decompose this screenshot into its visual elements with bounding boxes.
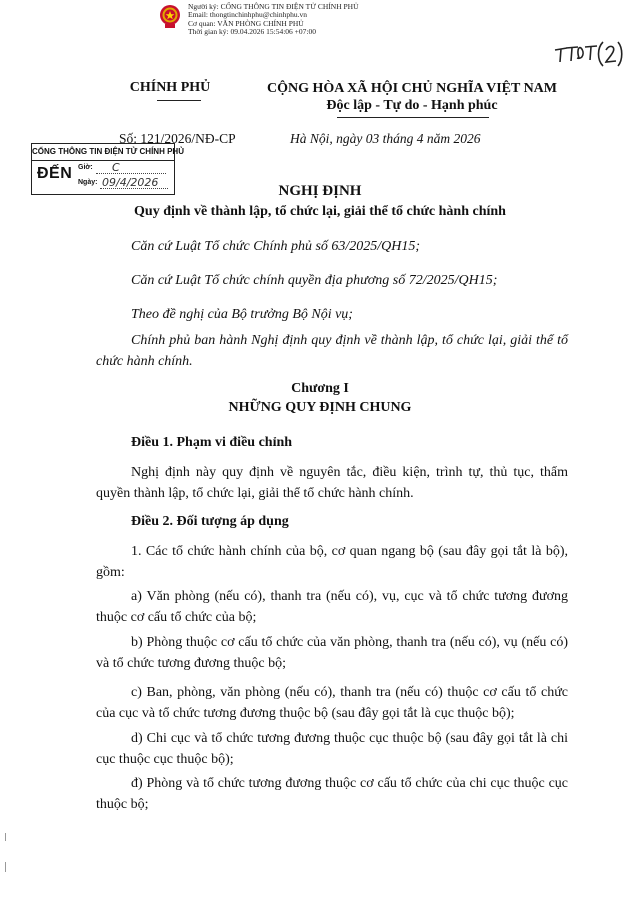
article-1-title: Điều 1. Phạm vi điều chỉnh	[131, 435, 293, 450]
legal-basis-3: Theo đề nghị của Bộ trưởng Bộ Nội vụ;	[131, 307, 353, 322]
issuer-name: CHÍNH PHỦ	[129, 80, 211, 95]
article-2-item: d) Chi cục và tổ chức tương đương thuộc cục thuộc bộ (sau đây gọi tắt là chi cục thuộc cục thuộc bộ);	[96, 731, 568, 767]
national-header	[262, 80, 562, 114]
chapter-number: Chương I	[291, 381, 349, 396]
signature-time: Thời gian ký: 09.04.2026 15:54:06 +07:00	[188, 27, 316, 37]
signature-signer: Người ký: CỔNG THÔNG TIN ĐIỆN TỬ CHÍNH PHỦ	[188, 2, 359, 11]
handwritten-mark	[553, 38, 623, 68]
motto-underline	[337, 117, 489, 118]
stamp-title: CỔNG THÔNG TIN ĐIỆN TỬ CHÍNH PHỦ	[32, 144, 174, 161]
article-1-text: Nghị định này quy định về nguyên tắc, điều kiện, trình tự, thủ tục, thẩm quyền thành lập, tổ chức lại, giải thể tổ chức hành chính.	[96, 465, 568, 501]
chapter-title: NHỮNG QUY ĐỊNH CHUNG	[228, 400, 412, 415]
place-date: Hà Nội, ngày 03 tháng 4 năm 2026	[290, 131, 481, 146]
promulgation-statement: Chính phủ ban hành Nghị định quy định về thành lập, tổ chức lại, giải thể tổ chức hành chính.	[96, 333, 568, 369]
stamp-gio-value: C	[112, 161, 120, 174]
document-type: NGHỊ ĐỊNH	[278, 183, 362, 199]
legal-basis-2: Căn cứ Luật Tổ chức chính quyền địa phương số 72/2025/QH15;	[131, 273, 498, 288]
document-subject: Quy định về thành lập, tổ chức lại, giải thể tổ chức hành chính	[134, 204, 506, 219]
article-2-item: c) Ban, phòng, văn phòng (nếu có), thanh tra (nếu có) thuộc cơ cấu tổ chức của cục và tổ chức tương đương thuộc bộ (sau đây gọi tắt là cục thuộc bộ);	[96, 685, 568, 721]
article-2-item: đ) Phòng và tổ chức tương đương thuộc cơ cấu tổ chức của chi cục thuộc cục thuộc bộ;	[96, 776, 568, 812]
signature-email: Email: thongtinchinhphu@chinhphu.vn	[188, 10, 307, 20]
stamp-den-label: ĐẾN	[37, 165, 73, 182]
stamp-ngay-value: 09/4/2026	[102, 176, 159, 189]
document-number: Số: 121/2026/NĐ-CP	[119, 131, 236, 146]
scan-mark	[5, 862, 8, 872]
vietnam-national-emblem-icon	[159, 3, 181, 29]
article-2-item: a) Văn phòng (nếu có), thanh tra (nếu có), vụ, cục và tổ chức tương đương thuộc cơ cấu tổ chức của bộ;	[96, 589, 568, 625]
article-2-title: Điều 2. Đối tượng áp dụng	[131, 514, 289, 529]
issuer-underline	[157, 100, 201, 101]
legal-basis-1: Căn cứ Luật Tổ chức Chính phủ số 63/2025/QH15;	[131, 239, 421, 254]
stamp-gio-label: Giờ:	[78, 164, 93, 171]
signature-agency: Cơ quan: VĂN PHÒNG CHÍNH PHỦ	[188, 18, 304, 28]
stamp-ngay-label: Ngày:	[78, 179, 98, 186]
national-motto: Độc lập - Tự do - Hạnh phúc	[326, 98, 498, 113]
article-2-item: b) Phòng thuộc cơ cấu tổ chức của văn phòng, thanh tra (nếu có), vụ (nếu có) và tổ chức tương đương thuộc bộ;	[96, 635, 568, 671]
article-2-item: 1. Các tổ chức hành chính của bộ, cơ quan ngang bộ (sau đây gọi tắt là bộ), gồm:	[96, 544, 568, 580]
stamp-gio-line	[96, 173, 166, 174]
scan-mark	[5, 833, 8, 841]
national-title: CỘNG HÒA XÃ HỘI CHỦ NGHĨA VIỆT NAM	[266, 81, 557, 96]
